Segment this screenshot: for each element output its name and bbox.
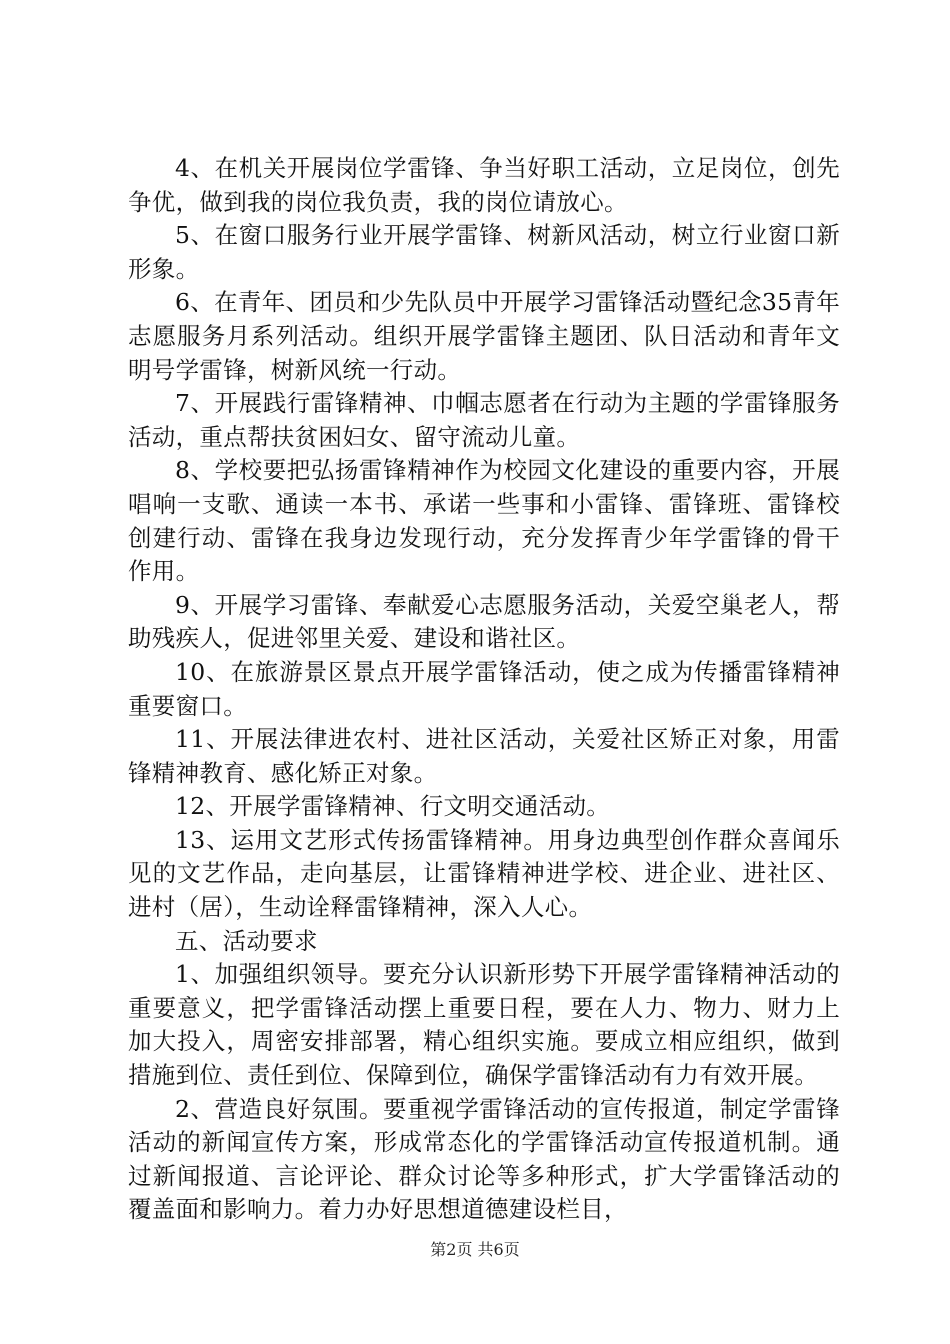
page-number-footer: 第2页 共6页 [430, 1240, 520, 1259]
paragraph-item-12: 12、开展学雷锋精神、行文明交通活动。 [175, 792, 611, 821]
section-heading-activity-requirements: 五、活动要求 [175, 926, 318, 955]
paragraph-item-5: 5、在窗口服务行业开展学雷锋、树新风活动，树立行业窗口新形象。 [128, 221, 840, 283]
paragraph-item-11: 11、开展法律进农村、进社区活动，关爱社区矫正对象，用雷锋精神教育、感化矫正对象。 [128, 725, 840, 787]
paragraph-item-9: 9、开展学习雷锋、奉献爱心志愿服务活动，关爱空巢老人，帮助残疾人，促进邻里关爱、建设和谐社区。 [128, 590, 840, 653]
paragraph-item-6: 6、在青年、团员和少先队员中开展学习雷锋活动暨纪念35青年志愿服务月系列活动。组织开展学雷锋主题团、队日活动和青年文明号学雷锋，树新风统一行动。 [128, 288, 840, 384]
paragraph-item-4: 4、在机关开展岗位学雷锋、争当好职工活动，立足岗位，创先争优，做到我的岗位我负责，我的岗位请放心。 [128, 154, 840, 216]
document-body [128, 152, 840, 1227]
paragraph-item-13: 13、运用文艺形式传扬雷锋精神。用身边典型创作群众喜闻乐见的文艺作品，走向基层，让雷锋精神进学校、进企业、进社区、进村（居），生动诠释雷锋精神，深入人心。 [128, 825, 840, 922]
paragraph-item-8: 8、学校要把弘扬雷锋精神作为校园文化建设的重要内容，开展唱响一支歌、通读一本书、承诺一些事和小雷锋、雷锋班、雷锋校创建行动、雷锋在我身边发现行动，充分发挥青少年学雷锋的骨干作用。 [128, 456, 840, 586]
requirement-item-1: 1、加强组织领导。要充分认识新形势下开展学雷锋精神活动的重要意义，把学雷锋活动摆上重要日程，要在人力、物力、财力上加大投入，周密安排部署，精心组织实施。要成立相应组织，做到措施到位、责任到位、保障到位，确保学雷锋活动有力有效开展。 [128, 960, 840, 1090]
requirement-item-2: 2、营造良好氛围。要重视学雷锋活动的宣传报道，制定学雷锋活动的新闻宣传方案，形成常态化的学雷锋活动宣传报道机制。通过新闻报道、言论评论、群众讨论等多种形式，扩大学雷锋活动的覆盖面和影响力。着力办好思想道德建设栏目， [128, 1094, 840, 1224]
paragraph-item-10: 10、在旅游景区景点开展学雷锋活动，使之成为传播雷锋精神重要窗口。 [128, 657, 840, 720]
paragraph-item-7: 7、开展践行雷锋精神、巾帼志愿者在行动为主题的学雷锋服务活动，重点帮扶贫困妇女、留守流动儿童。 [128, 389, 840, 451]
